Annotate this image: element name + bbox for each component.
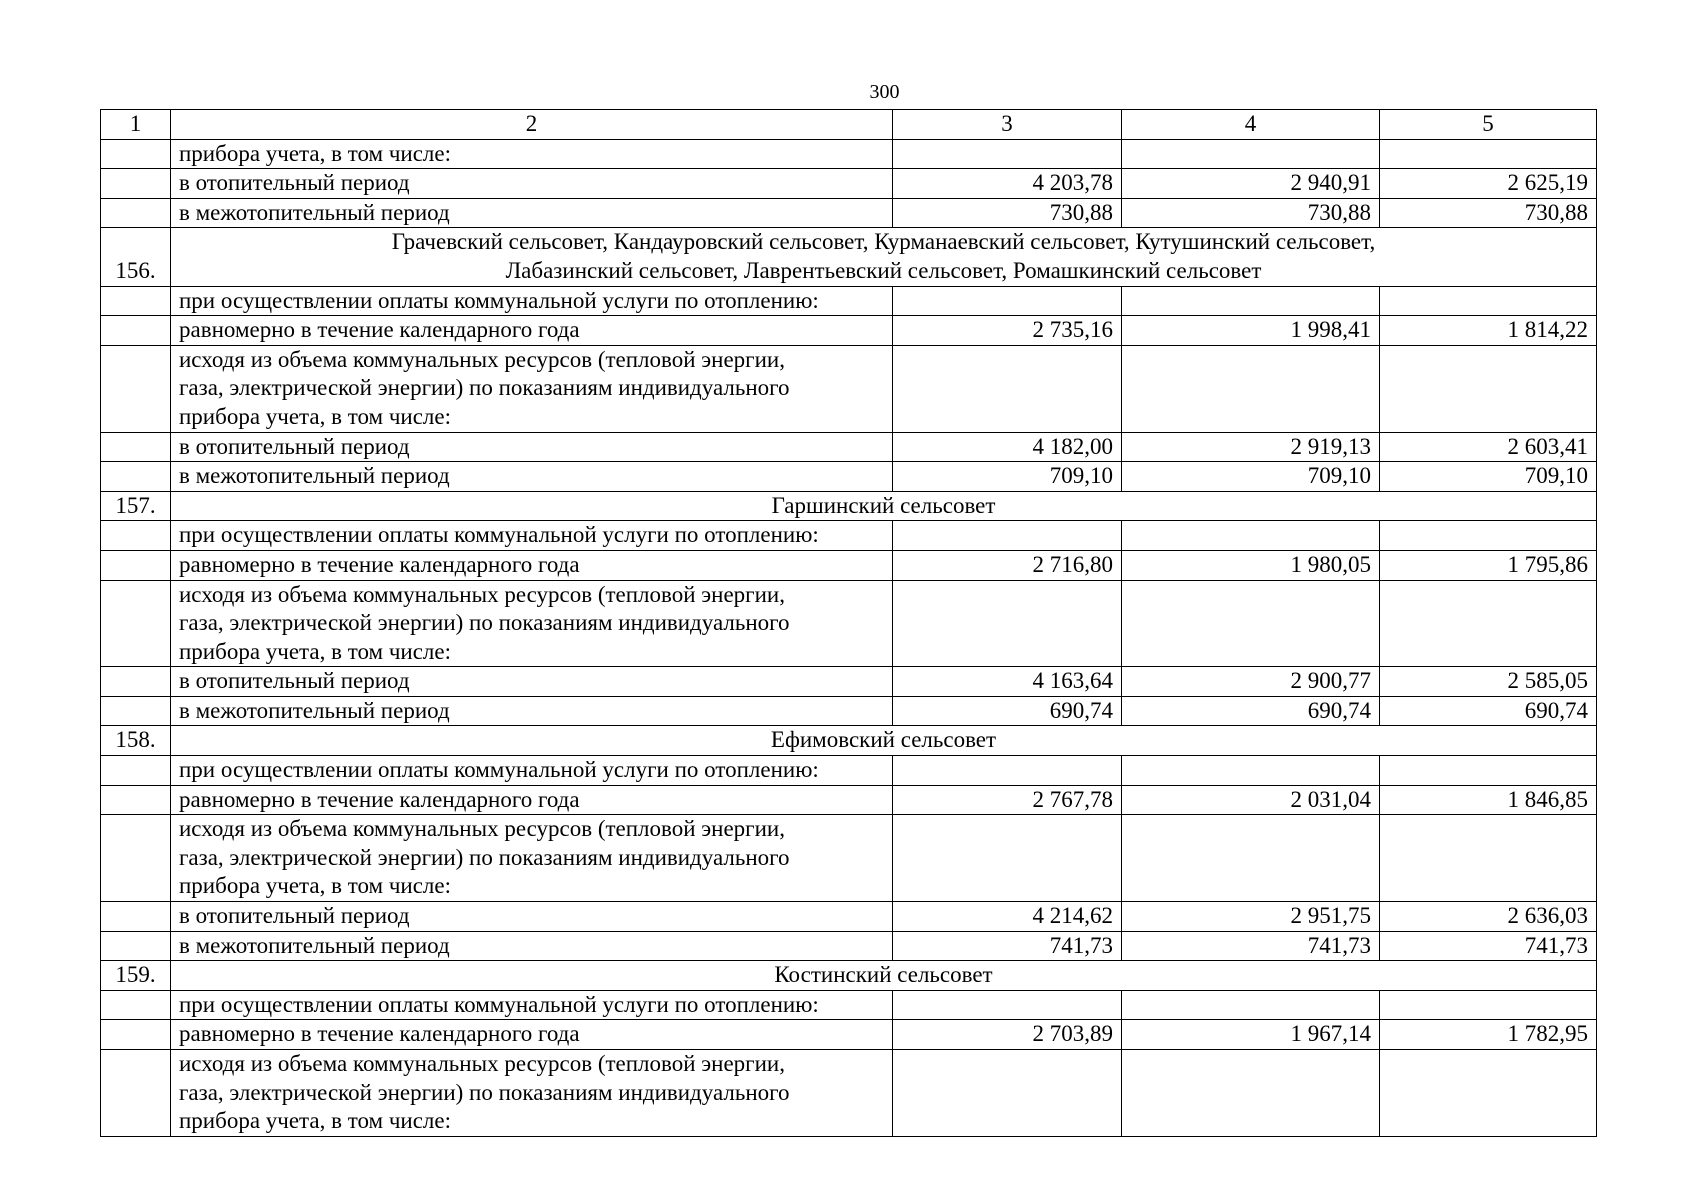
row-number: [101, 1050, 171, 1137]
row-number: 158.: [101, 726, 171, 756]
table-row: [101, 815, 1597, 902]
value-col3: 690,74: [893, 696, 1122, 726]
value-col4: 730,88: [1122, 198, 1380, 228]
value-col5: 709,10: [1380, 462, 1597, 492]
section-title-line: Ефимовский сельсовет: [770, 727, 997, 753]
value-col4: [1122, 815, 1380, 902]
table-row: [101, 139, 1597, 169]
value-col5: [1380, 345, 1597, 432]
value-col5: 1 782,95: [1380, 1020, 1597, 1050]
row-number: [101, 815, 171, 902]
tariff-table: [100, 109, 1597, 1137]
header-cell-5: 5: [1380, 110, 1597, 140]
table-row: [101, 990, 1597, 1020]
value-col4: [1122, 1050, 1380, 1137]
section-title: [171, 961, 1597, 991]
value-col3: 2 735,16: [893, 316, 1122, 346]
header-cell-1: 1: [101, 110, 171, 140]
value-col3: [893, 1050, 1122, 1137]
table-body: [101, 110, 1597, 1137]
header-row: [101, 110, 1597, 140]
value-col3: [893, 139, 1122, 169]
value-col3: 2 703,89: [893, 1020, 1122, 1050]
row-label-line: прибора учета, в том числе:: [179, 873, 451, 899]
table-row: [101, 696, 1597, 726]
table-row: [101, 1050, 1597, 1137]
header-cell-3: 3: [893, 110, 1122, 140]
row-label-line: исходя из объема коммунальных ресурсов (тепловой энергии,: [179, 581, 785, 607]
table-row: [101, 756, 1597, 786]
value-col4: [1122, 756, 1380, 786]
section-title: [171, 491, 1597, 521]
value-col3: 4 203,78: [893, 169, 1122, 199]
value-col4: [1122, 521, 1380, 551]
value-col5: 690,74: [1380, 696, 1597, 726]
value-col3: 2 716,80: [893, 550, 1122, 580]
row-number: [101, 316, 171, 346]
section-title-line: Гаршинский сельсовет: [771, 492, 996, 518]
row-number: [101, 432, 171, 462]
header-cell-2: 2: [171, 110, 893, 140]
value-col4: 1 980,05: [1122, 550, 1380, 580]
section-title: [171, 228, 1597, 286]
value-col3: 709,10: [893, 462, 1122, 492]
value-col4: 741,73: [1122, 931, 1380, 961]
value-col5: [1380, 756, 1597, 786]
row-label-line: исходя из объема коммунальных ресурсов (тепловой энергии,: [179, 346, 785, 372]
value-col3: 4 214,62: [893, 902, 1122, 932]
value-col4: 2 951,75: [1122, 902, 1380, 932]
value-col3: [893, 345, 1122, 432]
row-number: 156.: [101, 228, 171, 286]
row-label: в межотопительный период: [171, 696, 893, 726]
section-row: [101, 491, 1597, 521]
row-label: при осуществлении оплаты коммунальной услуги по отоплению:: [171, 286, 893, 316]
value-col3: [893, 756, 1122, 786]
value-col3: [893, 815, 1122, 902]
row-label-line: исходя из объема коммунальных ресурсов (тепловой энергии,: [179, 1051, 785, 1076]
row-number: 159.: [101, 961, 171, 991]
value-col4: 1 998,41: [1122, 316, 1380, 346]
value-col4: 2 031,04: [1122, 785, 1380, 815]
row-label: равномерно в течение календарного года: [171, 1020, 893, 1050]
row-number: [101, 169, 171, 199]
value-col5: 2 585,05: [1380, 667, 1597, 697]
table-row: [101, 316, 1597, 346]
table-row: [101, 580, 1597, 667]
value-col5: 2 603,41: [1380, 432, 1597, 462]
value-col4: 690,74: [1122, 696, 1380, 726]
row-label-line: исходя из объема коммунальных ресурсов (тепловой энергии,: [179, 816, 785, 842]
row-label: прибора учета, в том числе:: [171, 139, 893, 169]
row-number: [101, 345, 171, 432]
value-col3: 4 163,64: [893, 667, 1122, 697]
value-col5: 730,88: [1380, 198, 1597, 228]
value-col3: 741,73: [893, 931, 1122, 961]
value-col5: [1380, 139, 1597, 169]
section-title-line: Костинский сельсовет: [774, 962, 993, 988]
row-number: [101, 198, 171, 228]
row-label: в межотопительный период: [171, 931, 893, 961]
value-col4: [1122, 286, 1380, 316]
value-col4: 709,10: [1122, 462, 1380, 492]
row-label: равномерно в течение календарного года: [171, 785, 893, 815]
value-col5: [1380, 521, 1597, 551]
value-col3: 730,88: [893, 198, 1122, 228]
row-label-line: газа, электрической энергии) по показаниям индивидуального: [179, 1079, 790, 1105]
section-row: [101, 228, 1597, 286]
row-label-line: газа, электрической энергии) по показаниям индивидуального: [179, 610, 790, 636]
value-col4: [1122, 345, 1380, 432]
row-label: в межотопительный период: [171, 462, 893, 492]
value-col5: 2 625,19: [1380, 169, 1597, 199]
section-title-line: Грачевский сельсовет, Кандауровский сельсовет, Курманаевский сельсовет, Кутушинский сельсовет,: [391, 229, 1376, 255]
row-label: в отопительный период: [171, 667, 893, 697]
row-label: [171, 580, 893, 667]
value-col3: [893, 286, 1122, 316]
value-col5: [1380, 990, 1597, 1020]
row-number: [101, 580, 171, 667]
row-number: [101, 756, 171, 786]
row-label: равномерно в течение календарного года: [171, 550, 893, 580]
row-label: при осуществлении оплаты коммунальной услуги по отоплению:: [171, 521, 893, 551]
row-label: в отопительный период: [171, 902, 893, 932]
row-number: [101, 550, 171, 580]
row-label-line: прибора учета, в том числе:: [179, 638, 451, 664]
table-row: [101, 1020, 1597, 1050]
value-col4: 2 919,13: [1122, 432, 1380, 462]
row-number: [101, 521, 171, 551]
value-col3: [893, 521, 1122, 551]
row-number: [101, 696, 171, 726]
section-row: [101, 726, 1597, 756]
table-row: [101, 667, 1597, 697]
row-number: [101, 667, 171, 697]
table-row: [101, 550, 1597, 580]
value-col3: [893, 990, 1122, 1020]
table-row: [101, 432, 1597, 462]
row-label: в отопительный период: [171, 169, 893, 199]
value-col5: [1380, 815, 1597, 902]
row-number: [101, 139, 171, 169]
value-col5: 1 846,85: [1380, 785, 1597, 815]
table-row: [101, 345, 1597, 432]
table-row: [101, 931, 1597, 961]
row-number: [101, 286, 171, 316]
value-col5: [1380, 1050, 1597, 1137]
value-col5: 1 814,22: [1380, 316, 1597, 346]
row-label: [171, 345, 893, 432]
section-row: [101, 961, 1597, 991]
page-number: 300: [869, 81, 900, 103]
header-cell-4: 4: [1122, 110, 1380, 140]
row-number: [101, 785, 171, 815]
table-row: [101, 286, 1597, 316]
table-row: [101, 169, 1597, 199]
value-col5: [1380, 580, 1597, 667]
row-label: в отопительный период: [171, 432, 893, 462]
row-label-line: газа, электрической энергии) по показаниям индивидуального: [179, 375, 790, 401]
table-row: [101, 902, 1597, 932]
row-number: [101, 990, 171, 1020]
value-col5: 2 636,03: [1380, 902, 1597, 932]
value-col4: 2 940,91: [1122, 169, 1380, 199]
row-number: [101, 1020, 171, 1050]
row-number: [101, 931, 171, 961]
section-title: [171, 726, 1597, 756]
table-row: [101, 198, 1597, 228]
row-number: [101, 902, 171, 932]
value-col4: [1122, 139, 1380, 169]
value-col4: 2 900,77: [1122, 667, 1380, 697]
row-label-line: прибора учета, в том числе:: [179, 403, 451, 429]
section-title-line: Лабазинский сельсовет, Лаврентьевский сельсовет, Ромашкинский сельсовет: [505, 257, 1262, 283]
row-label: при осуществлении оплаты коммунальной услуги по отоплению:: [171, 990, 893, 1020]
row-label: [171, 815, 893, 902]
value-col3: 2 767,78: [893, 785, 1122, 815]
table-row: [101, 521, 1597, 551]
row-label: при осуществлении оплаты коммунальной услуги по отоплению:: [171, 756, 893, 786]
value-col4: 1 967,14: [1122, 1020, 1380, 1050]
value-col4: [1122, 580, 1380, 667]
row-label: [171, 1050, 893, 1137]
value-col5: 1 795,86: [1380, 550, 1597, 580]
value-col4: [1122, 990, 1380, 1020]
row-label: в межотопительный период: [171, 198, 893, 228]
row-number: 157.: [101, 491, 171, 521]
table-row: [101, 462, 1597, 492]
value-col5: [1380, 286, 1597, 316]
value-col3: [893, 580, 1122, 667]
row-label-line: прибора учета, в том числе:: [179, 1108, 451, 1134]
row-label-line: газа, электрической энергии) по показаниям индивидуального: [179, 844, 790, 870]
table-row: [101, 785, 1597, 815]
row-number: [101, 462, 171, 492]
value-col5: 741,73: [1380, 931, 1597, 961]
value-col3: 4 182,00: [893, 432, 1122, 462]
row-label: равномерно в течение календарного года: [171, 316, 893, 346]
